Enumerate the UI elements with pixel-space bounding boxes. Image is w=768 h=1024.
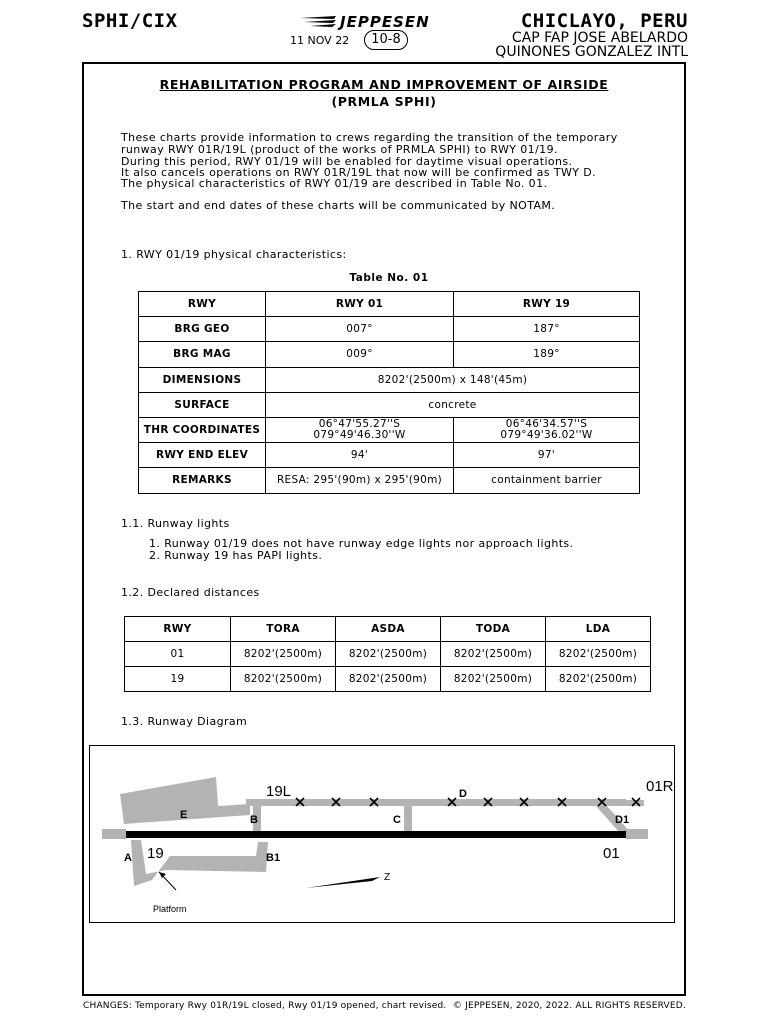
table-cell: 009° — [266, 342, 454, 367]
table-header: LDA — [546, 617, 651, 642]
table-row — [139, 367, 640, 392]
label-twy-b: B — [250, 814, 258, 826]
taxiway-c — [404, 804, 412, 834]
table-header: RWY 19 — [454, 292, 640, 317]
label-twy-a: A — [124, 852, 132, 864]
table-cell — [266, 417, 454, 442]
table-row — [125, 667, 651, 692]
table-cell: 19 — [125, 667, 231, 692]
airport-name-line2: QUINONES GONZALEZ INTL — [495, 44, 688, 60]
brand-name: JEPPESEN — [340, 13, 430, 31]
table-row — [139, 342, 640, 367]
runway-extension-north — [626, 829, 648, 839]
label-twy-b1: B1 — [266, 852, 281, 864]
table-cell: 8202'(2500m) — [441, 667, 546, 692]
table-cell: containment barrier — [454, 468, 640, 493]
coordinate-lon: 079°49'36.02''W — [500, 429, 593, 442]
table-cell: THR COORDINATES — [139, 417, 266, 442]
jeppesen-swoosh-icon — [300, 16, 336, 28]
copyright: © JEPPESEN, 2020, 2022. ALL RIGHTS RESERVED. — [452, 1001, 686, 1011]
table-cell — [454, 417, 640, 442]
section-heading: 1. RWY 01/19 physical characteristics: — [121, 248, 347, 261]
label-twy-d1: D1 — [615, 814, 630, 826]
section-heading: 1.1. Runway lights — [121, 517, 230, 530]
table-cell: 007° — [266, 317, 454, 342]
table-cell: 8202'(2500m) — [231, 642, 336, 667]
table-row — [139, 468, 640, 493]
label-north: Z — [384, 872, 391, 883]
runway-01-19 — [126, 831, 626, 838]
table-cell: DIMENSIONS — [139, 367, 266, 392]
table-cell: 8202'(2500m) — [336, 642, 441, 667]
page-title: REHABILITATION PROGRAM AND IMPROVEMENT OF AIRSIDE — [159, 77, 609, 92]
label-01R: 01R — [646, 778, 674, 795]
chart-index: 10-8 — [364, 30, 408, 50]
table-header: RWY — [125, 617, 231, 642]
table-cell: 8202'(2500m) — [231, 667, 336, 692]
table-header: TODA — [441, 617, 546, 642]
table-cell: 97' — [454, 443, 640, 468]
changes-note: CHANGES: Temporary Rwy 01R/19L closed, Rwy 01/19 opened, chart revised. — [83, 1001, 447, 1011]
jeppesen-logo — [300, 13, 430, 31]
label-twy-d: D — [459, 788, 467, 800]
intro-line: The start and end dates of these charts will be communicated by NOTAM. — [121, 199, 556, 212]
table-cell: 8202'(2500m) — [546, 642, 651, 667]
table-cell: BRG MAG — [139, 342, 266, 367]
chart-date: 11 NOV 22 — [290, 34, 350, 47]
label-rwy-01: 01 — [603, 845, 620, 862]
section-heading: 1.3. Runway Diagram — [121, 715, 248, 728]
table-row — [139, 417, 640, 442]
coordinate-lat: 06°46'34.57''S — [505, 418, 588, 431]
table-cell: REMARKS — [139, 468, 266, 493]
table-cell: 94' — [266, 443, 454, 468]
intro-line: During this period, RWY 01/19 will be enabled for daytime visual operations. — [121, 155, 573, 168]
list-item: 1. Runway 01/19 does not have runway edge lights nor approach lights. — [149, 537, 574, 550]
chart-code: SPHI/CIX — [82, 10, 178, 32]
label-platform: Platform — [153, 904, 187, 914]
runway-diagram-svg — [90, 746, 676, 924]
table-cell: 187° — [454, 317, 640, 342]
label-rwy-19: 19 — [147, 845, 164, 862]
table-cell: 189° — [454, 342, 640, 367]
table-cell: 8202'(2500m) — [546, 667, 651, 692]
table-cell: concrete — [266, 392, 640, 417]
label-twy-e: E — [180, 809, 188, 821]
arrowhead-icon — [159, 872, 166, 878]
intro-line: runway RWY 01R/19L (product of the works of PRMLA SPHI) to RWY 01/19. — [121, 143, 558, 156]
table-cell: BRG GEO — [139, 317, 266, 342]
page-subtitle: (PRMLA SPHI) — [331, 94, 437, 109]
table-caption: Table No. 01 — [349, 272, 429, 284]
table-cell: 8202'(2500m) x 148'(45m) — [266, 367, 640, 392]
coordinate-lat: 06°47'55.27''S — [318, 418, 401, 431]
intro-line: These charts provide information to crews regarding the transition of the temporary — [121, 131, 618, 144]
table-cell: 8202'(2500m) — [441, 642, 546, 667]
intro-line: It also cancels operations on RWY 01R/19L that now will be confirmed as TWY D. — [121, 166, 597, 179]
table-cell: SURFACE — [139, 392, 266, 417]
section-heading: 1.2. Declared distances — [121, 586, 260, 599]
north-arrow-icon — [306, 877, 380, 888]
table-cell: RESA: 295'(90m) x 295'(90m) — [266, 468, 454, 493]
runway-diagram — [89, 745, 675, 923]
table-cell: 8202'(2500m) — [336, 667, 441, 692]
table-row — [139, 443, 640, 468]
table-row — [139, 292, 640, 317]
table-row — [125, 617, 651, 642]
table-row — [139, 317, 640, 342]
table-header: RWY — [139, 292, 266, 317]
table-row — [125, 642, 651, 667]
table-header: RWY 01 — [266, 292, 454, 317]
declared-distances-table — [124, 616, 651, 692]
coordinate-lon: 079°49'46.30''W — [313, 429, 406, 442]
runway-extension-south — [102, 829, 126, 839]
airport-name-line1: CAP FAP JOSE ABELARDO — [511, 30, 688, 46]
table-row — [139, 392, 640, 417]
intro-line: The physical characteristics of RWY 01/19 are described in Table No. 01. — [121, 177, 548, 190]
table-header: TORA — [231, 617, 336, 642]
table-cell: RWY END ELEV — [139, 443, 266, 468]
table-header: ASDA — [336, 617, 441, 642]
label-19L: 19L — [266, 783, 292, 800]
table-cell: 01 — [125, 642, 231, 667]
city-name: CHICLAYO, PERU — [520, 10, 688, 32]
label-twy-c: C — [393, 814, 401, 826]
list-item: 2. Runway 19 has PAPI lights. — [149, 549, 323, 562]
physical-characteristics-table — [138, 291, 640, 494]
